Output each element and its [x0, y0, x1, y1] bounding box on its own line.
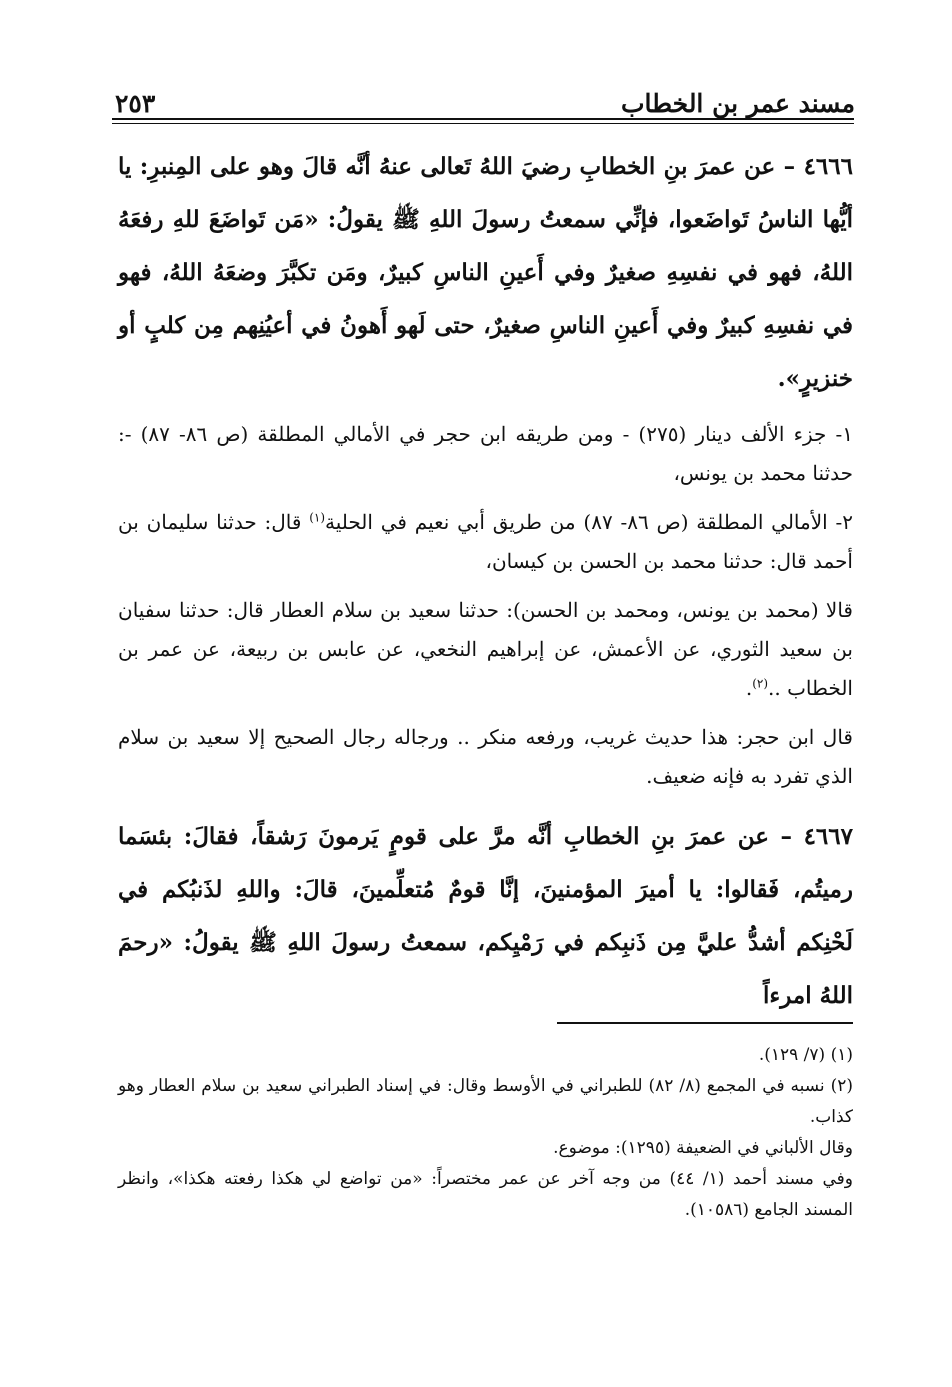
isnad-text-b: . — [745, 676, 753, 700]
page-number: ٢٥٣ — [115, 89, 156, 118]
hadith-number: ٤٦٦٦ — [803, 153, 853, 180]
footnote-separator — [557, 1022, 853, 1024]
footnote-ref-1[interactable]: (١) — [309, 510, 326, 525]
running-title: مسند عمر بن الخطاب — [621, 89, 855, 118]
page-header — [115, 78, 855, 118]
hadith-number: ٤٦٦٧ — [803, 823, 853, 850]
main-text — [118, 140, 853, 1022]
ibn-hajar-comment: قال ابن حجر: هذا حديث غريب، ورفعه منكر .. ورجاله رجال الصحيح إلا سعيد بن سلام الذي تفرد به فإنه ضعيف. — [118, 725, 853, 788]
source-2-text-b: قال: حدثنا سليمان بن أحمد قال: حدثنا محمد بن الحسن بن كيسان، — [118, 510, 853, 573]
hadith-text: – عن عمرَ بنِ الخطابِ أنَّه مرَّ على قومٍ يَرمونَ رَشقاً، فقالَ: بئسَما رميتُم، فَقالوا: يا أميرَ المؤمنينَ، إنَّا قومٌ مُتعلِّمينَ، قالَ: واللهِ لذَنبُكم في لَحْنِكم أشدُّ عليَّ مِن ذَنبِكم في رَمْيِكم، سمعتُ رسولَ اللهِ ﷺ يقولُ: «رحمَ اللهُ امرءاً — [118, 823, 853, 1009]
isnad-paragraph — [118, 591, 853, 708]
header-rule — [112, 118, 854, 120]
source-2-text-a: ٢- الأمالي المطلقة (ص ٨٦- ٨٧) من طريق أبي نعيم في الحلية — [325, 510, 853, 534]
hadith-text: – عن عمرَ بنِ الخطابِ رضيَ اللهُ تَعالى عنهُ أنَّه قالَ وهو على المِنبرِ: يا أيُّها الناسُ تَواضَعوا، فإنِّي سمعتُ رسولَ اللهِ ﷺ يقولُ: «مَن تَواضَعَ للهِ رفعَهُ اللهُ، فهو في نفسِهِ صغيرٌ وفي أَعينِ الناسِ كبيرٌ، ومَن تكبَّرَ وضعَهُ اللهُ، فهو في نفسِهِ كبيرٌ وفي أَعينِ الناسِ صغيرٌ، حتى لَهو أَهونُ في أعيُنِهم مِن كلبٍ أو خنزيرٍ». — [118, 153, 853, 392]
hadith-4666 — [118, 140, 853, 405]
footnotes — [118, 1040, 853, 1226]
footnote-ref-2[interactable]: (٢) — [752, 676, 769, 691]
footnote-2-cont2: وفي مسند أحمد (١/ ٤٤) من وجه آخر عن عمر مختصراً: «من تواضع لي هكذا رفعته هكذا»، وانظر المسند الجامع (١٠٥٨٦). — [118, 1169, 853, 1220]
footnote-2-cont: وقال الألباني في الضعيفة (١٢٩٥): موضوع. — [553, 1138, 853, 1158]
source-2 — [118, 503, 853, 581]
header-rule-thin — [112, 123, 854, 124]
footnote-2: (٢) نسبه في المجمع (٨/ ٨٢) للطبراني في الأوسط وقال: في إسناد الطبراني سعيد بن سلام العطار وهو كذاب. — [118, 1076, 853, 1127]
isnad-text-a: قالا (محمد بن يونس، ومحمد بن الحسن): حدثنا سعيد بن سلام العطار قال: حدثنا سفيان بن سعيد الثوري، عن الأعمش، عن إبراهيم النخعي، عن عابس بن ربيعة، عن عمر بن الخطاب .. — [118, 598, 853, 700]
footnote-1: (١) (٧/ ١٢٩). — [758, 1045, 853, 1065]
hadith-4667 — [118, 810, 853, 1022]
source-1: ١- جزء الألف دينار (٢٧٥) - ومن طريقه ابن حجر في الأمالي المطلقة (ص ٨٦- ٨٧) -: حدثنا محمد بن يونس، — [118, 422, 853, 485]
